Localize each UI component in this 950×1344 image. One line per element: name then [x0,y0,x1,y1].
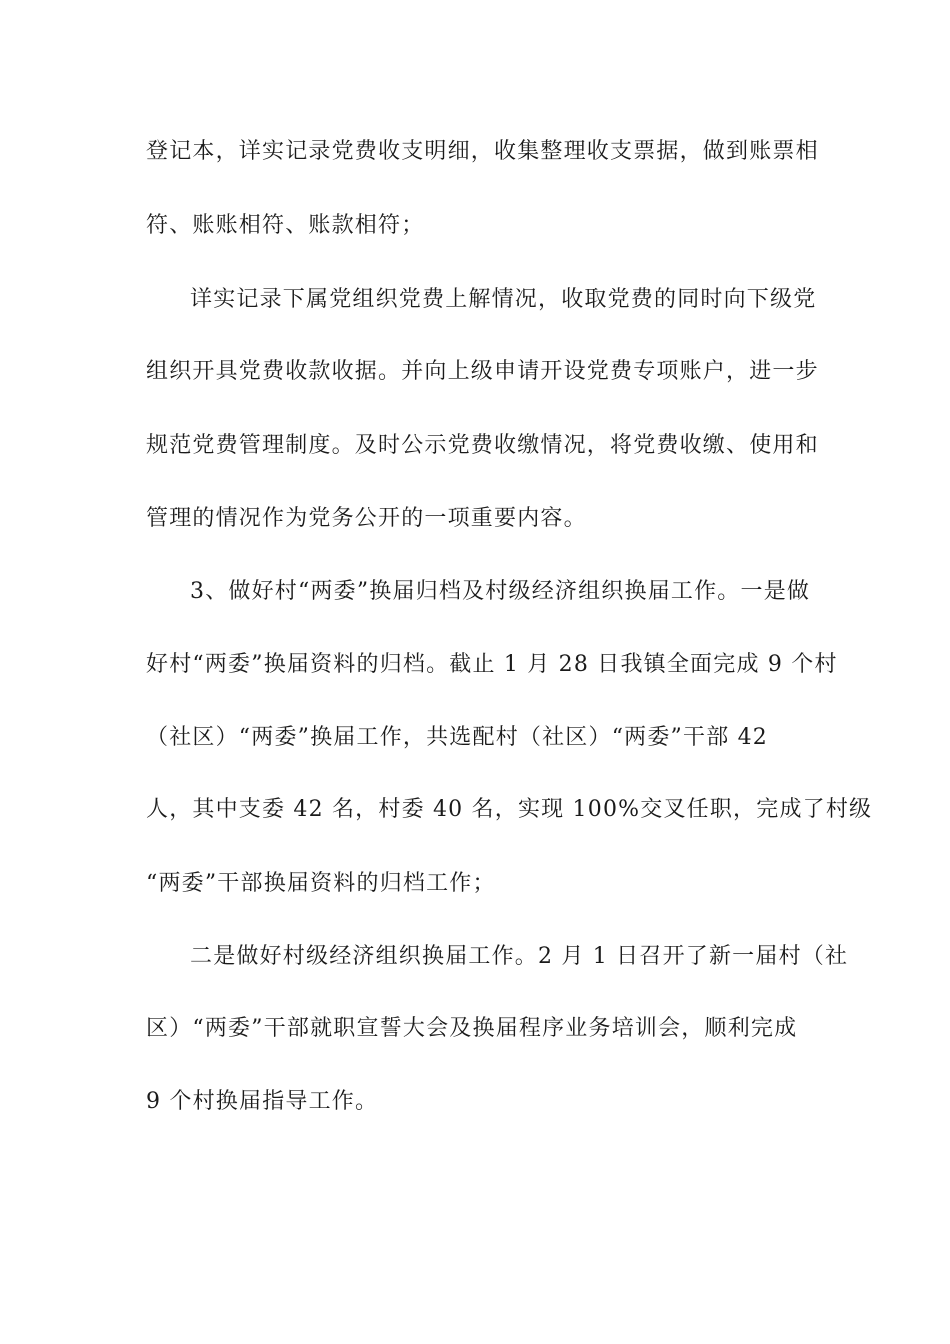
text-line: 9 个村换届指导工作。 [146,1089,379,1114]
text-line: 符、账账相符、账款相符； [146,213,425,238]
text-line: （社区）“两委”换届工作，共选配村（社区）“两委”干部 42 [146,725,768,750]
paragraph-start-line: 3、做好村“两委”换届归档及村级经济组织换届工作。一是做 [190,579,811,604]
text-line: 组织开具党费收款收据。并向上级申请开设党费专项账户，进一步 [146,359,819,384]
text-line: 规范党费管理制度。及时公示党费收缴情况，将党费收缴、使用和 [146,433,819,458]
text-line: 区）“两委”干部就职宣誓大会及换届程序业务培训会，顺利完成 [146,1016,798,1041]
text-line: “两委”干部换届资料的归档工作； [146,871,496,896]
paragraph-start-line: 详实记录下属党组织党费上解情况，收取党费的同时向下级党 [190,287,817,312]
paragraph-start-line: 二是做好村级经济组织换届工作。2 月 1 日召开了新一届村（社 [190,944,849,969]
text-line: 管理的情况作为党务公开的一项重要内容。 [146,506,587,531]
text-line: 好村“两委”换届资料的归档。截止 1 月 28 日我镇全面完成 9 个村 [146,652,838,677]
text-line: 人，其中支委 42 名，村委 40 名，实现 100%交叉任职，完成了村级 [146,797,873,822]
text-line: 登记本，详实记录党费收支明细，收集整理收支票据，做到账票相 [146,139,819,164]
